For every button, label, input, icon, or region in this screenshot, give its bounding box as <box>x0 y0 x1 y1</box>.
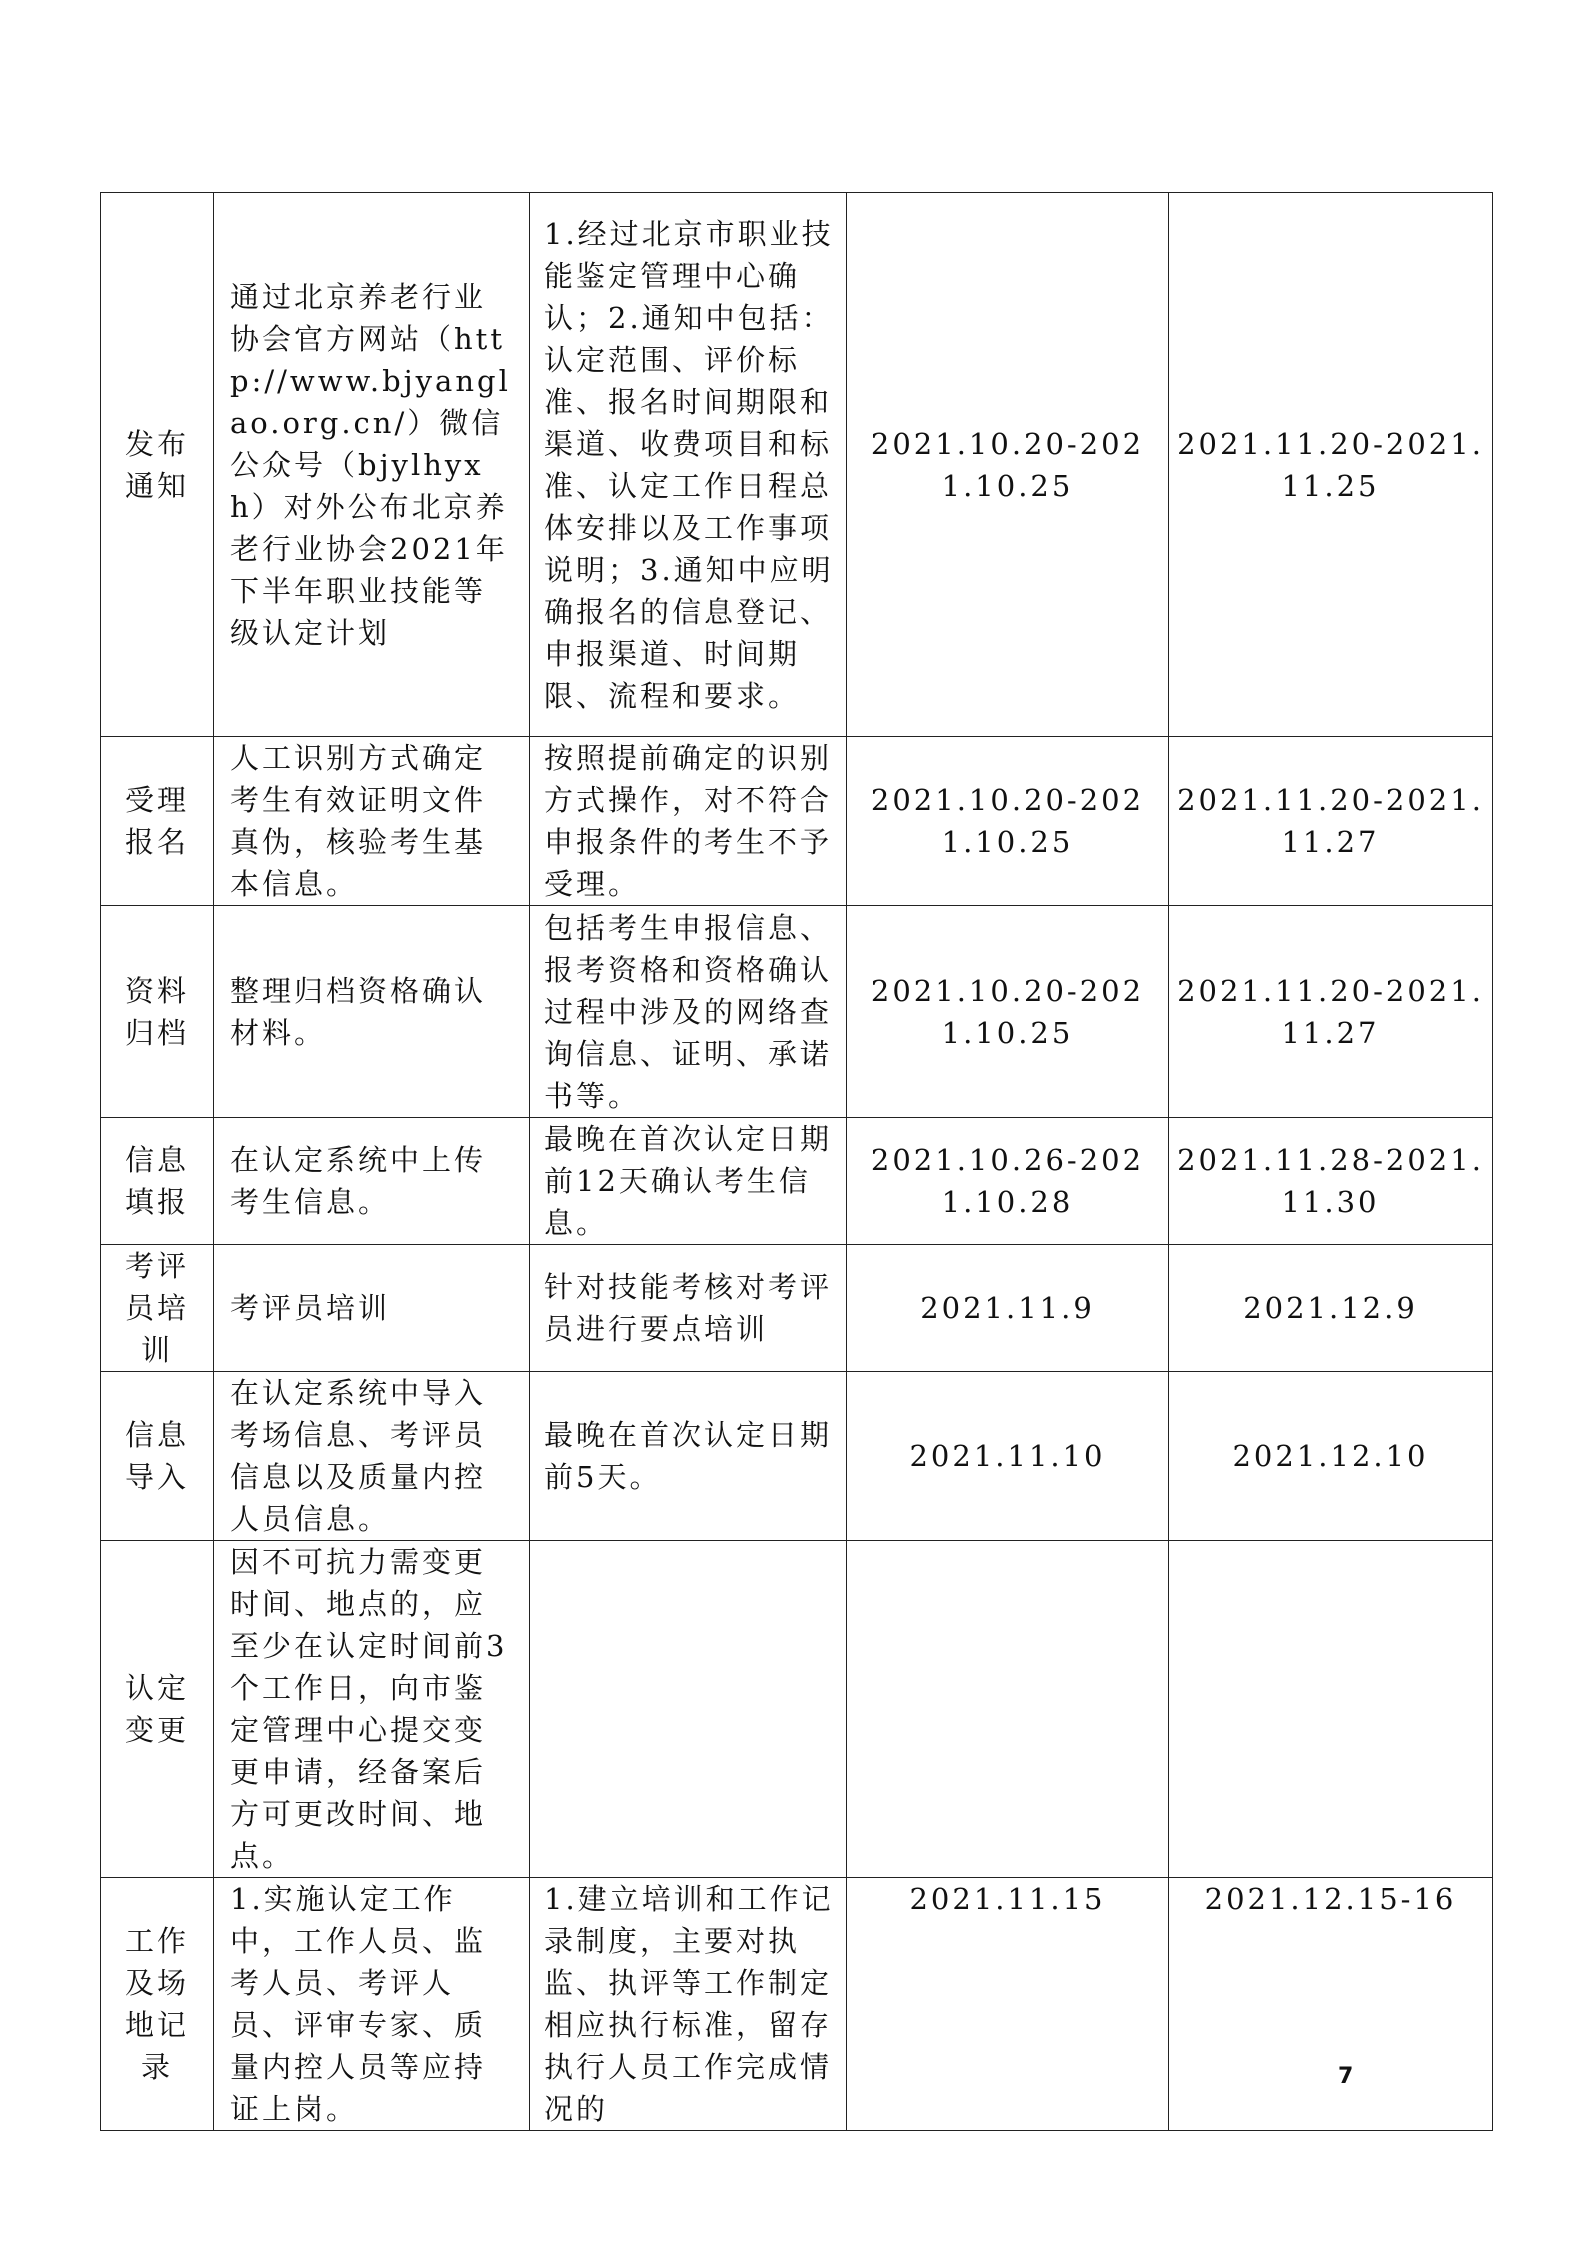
content-cell: 通过北京养老行业协会官方网站（http://www.bjyanglao.org.cn/）微信公众号（bjylhyxh）对外公布北京养老行业协会2021年下半年职业技能等级认定计划 <box>214 193 530 737</box>
table-row <box>101 1878 1493 2131</box>
time-cell-1: 2021.11.10 <box>847 1372 1169 1541</box>
table-row <box>101 1118 1493 1245</box>
table-row <box>101 1245 1493 1372</box>
time-cell-1: 2021.10.20-2021.10.25 <box>847 193 1169 737</box>
stage-cell: 发布 通知 <box>101 193 214 737</box>
time-cell-2 <box>1169 1541 1493 1878</box>
time-cell-2: 2021.11.28-2021.11.30 <box>1169 1118 1493 1245</box>
time-cell-1: 2021.11.9 <box>847 1245 1169 1372</box>
time-cell-1: 2021.10.20-2021.10.25 <box>847 737 1169 906</box>
table-row <box>101 1372 1493 1541</box>
stage-cell: 信息 填报 <box>101 1118 214 1245</box>
table-row <box>101 906 1493 1118</box>
requirement-cell: 最晚在首次认定日期前12天确认考生信息。 <box>530 1118 847 1245</box>
time-cell-1 <box>847 1541 1169 1878</box>
content-cell: 整理归档资格确认材料。 <box>214 906 530 1118</box>
time-cell-1: 2021.11.15 <box>847 1878 1169 2131</box>
time-cell-2: 2021.11.20-2021.11.27 <box>1169 737 1493 906</box>
time-cell-1: 2021.10.20-2021.10.25 <box>847 906 1169 1118</box>
time-cell-2: 2021.11.20-2021.11.25 <box>1169 193 1493 737</box>
time-cell-1: 2021.10.26-2021.10.28 <box>847 1118 1169 1245</box>
schedule-table <box>100 192 1493 2131</box>
stage-cell: 考评 员培 训 <box>101 1245 214 1372</box>
table-row <box>101 737 1493 906</box>
time-cell-2: 2021.12.15-16 <box>1169 1878 1493 2131</box>
requirement-cell: 针对技能考核对考评员进行要点培训 <box>530 1245 847 1372</box>
requirement-cell: 包括考生申报信息、报考资格和资格确认过程中涉及的网络查询信息、证明、承诺书等。 <box>530 906 847 1118</box>
requirement-cell: 1.建立培训和工作记录制度，主要对执监、执评等工作制定相应执行标准，留存执行人员工作完成情况的 <box>530 1878 847 2131</box>
table-row <box>101 1541 1493 1878</box>
content-cell: 因不可抗力需变更时间、地点的，应至少在认定时间前3个工作日，向市鉴定管理中心提交变更申请，经备案后方可更改时间、地点。 <box>214 1541 530 1878</box>
time-cell-2: 2021.11.20-2021.11.27 <box>1169 906 1493 1118</box>
requirement-cell: 最晚在首次认定日期前5天。 <box>530 1372 847 1541</box>
stage-cell: 工作 及场 地记 录 <box>101 1878 214 2131</box>
content-cell: 在认定系统中导入考场信息、考评员信息以及质量内控人员信息。 <box>214 1372 530 1541</box>
stage-cell: 认定 变更 <box>101 1541 214 1878</box>
content-cell: 在认定系统中上传考生信息。 <box>214 1118 530 1245</box>
content-cell: 考评员培训 <box>214 1245 530 1372</box>
content-cell: 人工识别方式确定考生有效证明文件真伪，核验考生基本信息。 <box>214 737 530 906</box>
requirement-cell: 1.经过北京市职业技能鉴定管理中心确认；2.通知中包括：认定范围、评价标准、报名时间期限和渠道、收费项目和标准、认定工作日程总体安排以及工作事项说明；3.通知中应明确报名的信息登记、申报渠道、时间期限、流程和要求。 <box>530 193 847 737</box>
time-cell-2: 2021.12.9 <box>1169 1245 1493 1372</box>
stage-cell: 信息 导入 <box>101 1372 214 1541</box>
content-cell: 1.实施认定工作中，工作人员、监考人员、考评人员、评审专家、质量内控人员等应持证上岗。 <box>214 1878 530 2131</box>
stage-cell: 资料 归档 <box>101 906 214 1118</box>
page-number: 7 <box>1338 2064 1354 2089</box>
requirement-cell: 按照提前确定的识别方式操作，对不符合申报条件的考生不予受理。 <box>530 737 847 906</box>
requirement-cell <box>530 1541 847 1878</box>
stage-cell: 受理 报名 <box>101 737 214 906</box>
time-cell-2: 2021.12.10 <box>1169 1372 1493 1541</box>
table-row <box>101 193 1493 737</box>
